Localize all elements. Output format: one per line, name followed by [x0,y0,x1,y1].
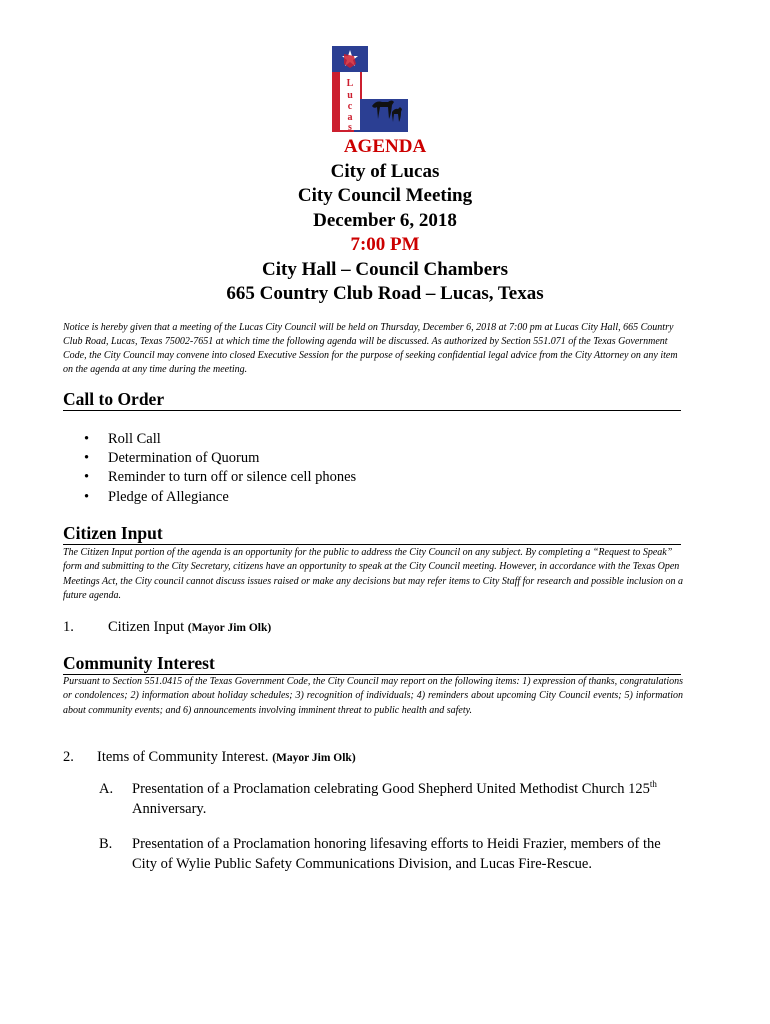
subitem-letter: B. [99,836,113,852]
subitem-letter: A. [99,781,114,797]
item-text: Citizen Input [108,619,185,635]
agenda-subitem-a [99,779,689,823]
svg-text:L: L [346,78,354,89]
agenda-title: AGENDA [343,136,427,157]
meeting-date: December 6, 2018 [313,209,457,231]
call-to-order-heading: Call to Order [63,388,681,411]
svg-text:s: s [348,122,352,133]
community-interest-description: Pursuant to Section 551.0415 of the Texas Government Code, the City Council may report on the following items: 1) expression of thanks, congratulations or condolences; 2) information about holiday schedules; 3) recognition of individuals; 4) reminders about upcoming City Council events; 5) information about community events; and 6) announcements involving imminent threat to public health and safety. [63,676,683,716]
meeting-location: City Hall – Council Chambers [262,258,508,280]
meeting-notice: Notice is hereby given that a meeting of the Lucas City Council will be held on Thursday, December 6, 2018 at 7:00 pm at Lucas City Hall, 665 Country Club Road, Lucas, Texas 75002-7651 at which time the following agenda will be discussed. As authorized by Section 551.071 of the Texas Government Code, the City Council may convene into closed Executive Session for the purpose of seeking confidential legal advice from the City Attorney on any item on the agenda at any time during the meeting. [63,322,678,375]
meeting-name: City Council Meeting [297,185,473,206]
meeting-address: 665 Country Club Road – Lucas, Texas [226,283,544,304]
agenda-header [0,135,770,307]
citizen-input-heading: Citizen Input [63,522,681,545]
item-number: 2. [63,749,74,765]
agenda-subitem-b [99,834,689,878]
call-to-order-list [84,430,356,507]
item-text: Items of Community Interest. [97,749,269,765]
list-item: • Roll Call [84,430,356,449]
list-item: • Determination of Quorum [84,449,356,468]
list-item: • Pledge of Allegiance [84,488,356,507]
subitem-text-continued: Anniversary. [132,801,207,817]
list-item: • Reminder to turn off or silence cell phones [84,468,356,487]
subitem-text: Presentation of a Proclamation celebrating Good Shepherd United Methodist Church 125 [132,781,650,797]
subitem-superscript: th [649,779,657,790]
svg-text:u: u [347,90,353,101]
community-interest-heading: Community Interest [63,652,681,675]
svg-text:c: c [347,101,353,112]
city-of-lucas-logo [330,44,410,134]
item-presenter: (Mayor Jim Olk) [272,752,356,764]
citizen-input-description: The Citizen Input portion of the agenda is an opportunity for the public to address the City Council on any subject. By completing a “Request to Speak” form and submitting to the City Secretary, citizens have an opportunity to speak at the City Council meeting. However, in accordance with the Texas Open Meetings Act, the City council cannot discuss issues raised or make any decisions but may refer items to City Staff for research and possible inclusion on a future agenda. [63,547,684,601]
city-name: City of Lucas [330,160,440,182]
subitem-text: Presentation of a Proclamation honoring lifesaving efforts to Heidi Frazier, members of the City of Wylie Public Safety Communications Division, and Lucas Fire-Rescue. [132,836,661,872]
item-number: 1. [63,619,74,635]
svg-text:a: a [347,112,353,123]
item-presenter: (Mayor Jim Olk) [187,622,272,634]
meeting-time: 7:00 PM [350,234,420,255]
lucas-logo-graphic [330,44,410,134]
